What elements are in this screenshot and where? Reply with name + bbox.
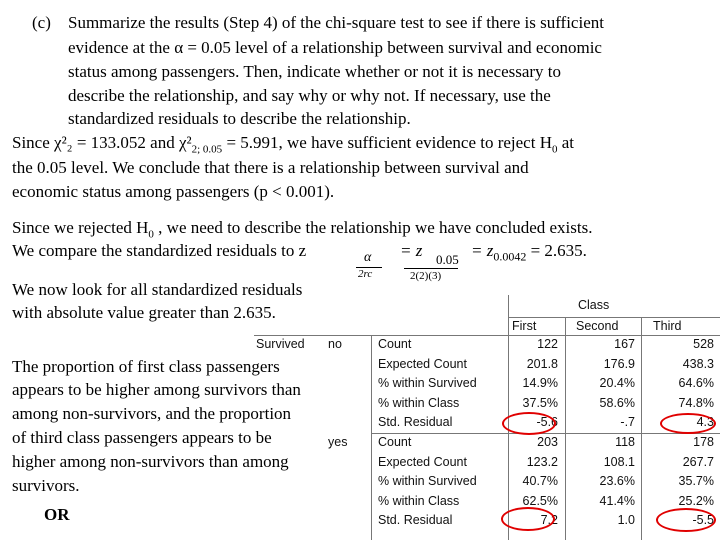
table-cell: 178 <box>693 435 714 449</box>
conclusion-line: The proportion of first class passengers <box>12 357 280 376</box>
or-label: OR <box>44 505 70 524</box>
equals-z: = z <box>400 241 423 260</box>
table-cell: 167 <box>614 337 635 351</box>
question-line: evidence at the α = 0.05 level of a relationship between survival and economic <box>68 38 602 57</box>
table-cell: 20.4% <box>599 376 635 390</box>
table-cell: 176.9 <box>603 356 635 371</box>
table-cell: -.7 <box>620 415 635 429</box>
table-divider <box>508 317 720 318</box>
question-line: Summarize the results (Step 4) of the chi-square test to see if there is sufficient <box>68 13 604 32</box>
question-line: status among passengers. Then, indicate whether or not it is necessary to <box>68 62 562 81</box>
conclusion-line: of third class passengers appears to be <box>12 428 272 447</box>
answer-critical-subscript: 2; 0.05 <box>191 143 223 156</box>
z-subscript-1: 0.05 <box>436 252 459 267</box>
class-header: Class <box>578 298 610 312</box>
highlight-oval <box>501 507 555 531</box>
conclusion-line: among non-survivors, and the proportion <box>12 404 292 423</box>
row-stat-label: Count <box>378 435 412 449</box>
table-cell: 35.7% <box>678 474 714 488</box>
table-cell: 64.6% <box>678 376 714 390</box>
table-cell: 1.0 <box>617 513 635 527</box>
table-cell: 25.2% <box>678 493 714 508</box>
crosstab-table <box>254 295 720 540</box>
row-stat-label: % within Survived <box>378 474 477 488</box>
critical-value: = 2.635. <box>526 241 587 260</box>
table-cell: -5.6 <box>536 415 558 429</box>
table-cell: 40.7% <box>522 474 558 488</box>
table-cell: 7.2 <box>540 513 558 527</box>
answer-line-1 <box>12 133 574 159</box>
question-line: standardized residuals to describe the relationship. <box>68 109 411 128</box>
answer-chi-stat: Since χ²₂ = 133.052 and χ² <box>12 133 192 152</box>
z-denominator: 2(2)(3) <box>410 270 442 282</box>
h0-subscript: 0 <box>551 143 558 156</box>
table-divider <box>254 335 720 336</box>
highlight-oval <box>660 413 716 434</box>
eq-z2: = z <box>471 241 494 260</box>
table-cell: 41.4% <box>599 493 635 508</box>
z-subscript-2: 0.0042 <box>493 249 527 264</box>
table-divider <box>641 317 642 540</box>
h0-subscript: 0 <box>148 228 154 241</box>
next-line-1-b: , we need to describe the relationship we have concluded exists. <box>153 218 593 237</box>
conclusion-line: survivors. <box>12 476 80 495</box>
table-cell: 438.3 <box>682 356 714 371</box>
question-label: (c) <box>32 13 51 32</box>
table-cell: 37.5% <box>522 395 558 410</box>
row-variable: Survived <box>256 337 305 351</box>
table-cell: -5.5 <box>692 513 714 527</box>
row-stat-label: % within Class <box>378 395 460 410</box>
table-cell: 74.8% <box>678 395 714 410</box>
next-line-1-a: Since we rejected H <box>12 218 149 237</box>
answer-at: at <box>557 133 575 152</box>
table-divider <box>371 433 720 434</box>
table-cell: 122 <box>537 337 558 351</box>
table-divider <box>565 317 566 540</box>
conclusion-line: higher among non-survivors than among <box>12 452 289 471</box>
table-cell: 58.6% <box>599 395 635 410</box>
table-cell: 203 <box>537 435 558 449</box>
table-cell: 108.1 <box>603 454 635 469</box>
highlight-oval <box>656 508 716 532</box>
table-cell: 14.9% <box>522 376 558 390</box>
look-line-2: with absolute value greater than 2.635. <box>12 303 276 322</box>
table-cell: 4.3 <box>696 415 714 429</box>
row-stat-label: % within Survived <box>378 376 477 390</box>
table-divider <box>371 335 372 540</box>
table-cell: 201.8 <box>526 356 558 371</box>
column-header: Third <box>653 319 682 333</box>
conclusion-line: appears to be higher among survivors than <box>12 380 301 399</box>
row-stat-label: Std. Residual <box>378 415 453 429</box>
table-cell: 267.7 <box>682 454 714 469</box>
row-stat-label: Expected Count <box>378 454 467 469</box>
table-cell: 118 <box>615 435 635 449</box>
answer-line-3: economic status among passengers (p < 0.001). <box>12 182 335 201</box>
highlight-oval <box>502 412 556 435</box>
column-header: Second <box>576 319 619 333</box>
table-cell: 528 <box>693 337 714 351</box>
equals-z-2 <box>471 241 587 266</box>
alpha-symbol: α <box>364 250 372 265</box>
question-line: describe the relationship, and say why or why not. If necessary, use the <box>68 86 551 105</box>
row-stat-label: Count <box>378 337 412 351</box>
group-label-yes: yes <box>328 435 348 449</box>
row-stat-label: % within Class <box>378 493 460 508</box>
table-divider <box>508 295 509 335</box>
next-line-2: We compare the standardized residuals to z <box>12 241 307 260</box>
table-cell: 62.5% <box>522 493 558 508</box>
row-stat-label: Std. Residual <box>378 513 453 527</box>
alpha-denominator: 2rc <box>358 268 373 280</box>
row-stat-label: Expected Count <box>378 356 467 371</box>
fraction-bar <box>404 268 458 269</box>
column-header: First <box>512 319 537 333</box>
look-line-1: We now look for all standardized residuals <box>12 280 303 299</box>
table-cell: 23.6% <box>599 474 635 488</box>
group-label-no: no <box>328 337 342 351</box>
answer-line-2: the 0.05 level. We conclude that there is a relationship between survival and <box>12 158 529 177</box>
table-cell: 123.2 <box>526 454 558 469</box>
answer-critical: = 5.991, we have sufficient evidence to reject H <box>222 133 552 152</box>
